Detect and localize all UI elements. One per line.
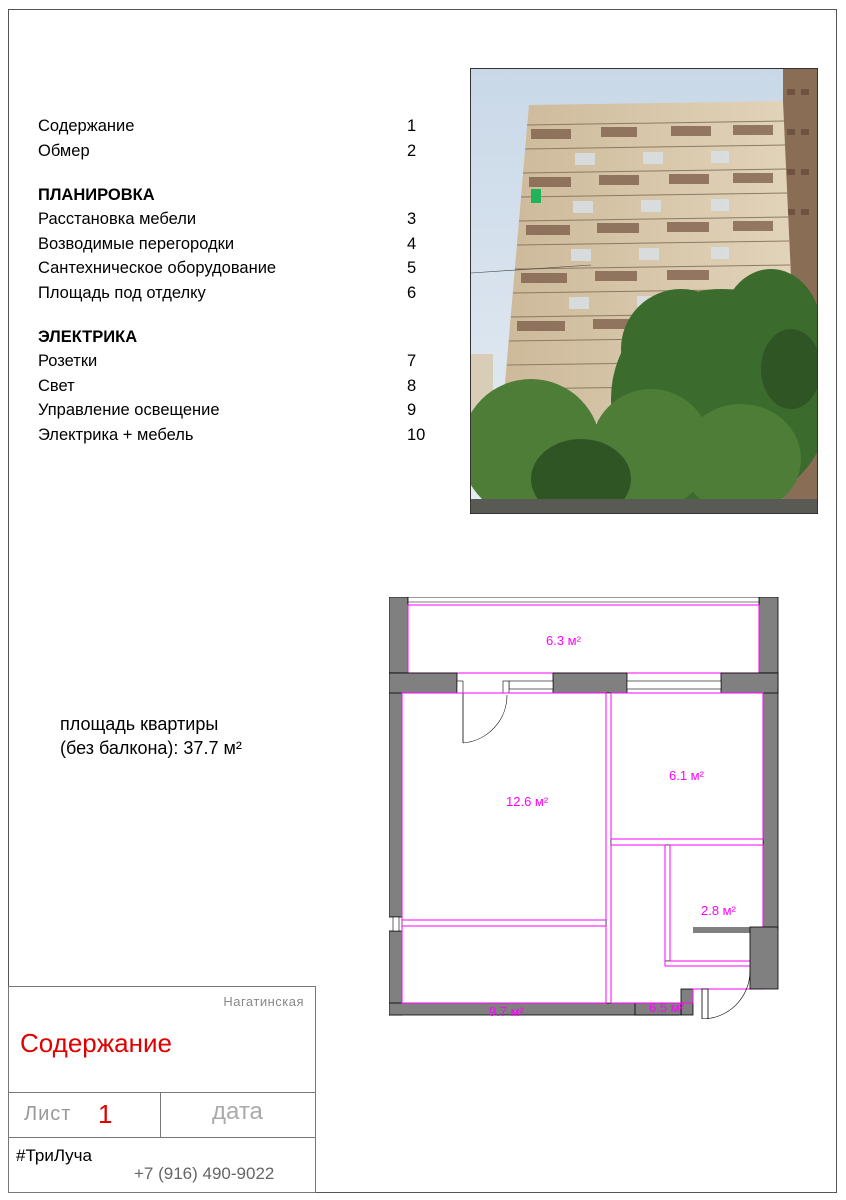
sheet-title: Содержание (20, 1028, 172, 1058)
balcony-wall-right (759, 597, 778, 673)
date-label: дата (212, 1098, 263, 1125)
wall-top-2 (553, 673, 627, 693)
window-left (393, 917, 399, 931)
balcony-outline (408, 597, 759, 673)
toc-item-label: Розетки (38, 352, 98, 370)
floor-plan (389, 597, 781, 1024)
toc-item-page: 8 (407, 376, 417, 395)
sheet-number: 1 (98, 1099, 113, 1129)
partition-kitchen-bottom (611, 839, 763, 845)
project-address: Нагатинская (223, 994, 304, 1009)
wall-right (763, 673, 778, 929)
toc-item[interactable] (38, 207, 438, 232)
toc-item[interactable] (38, 139, 438, 164)
wall-top-1 (389, 673, 457, 693)
toc-item-label: Сантехническое оборудование (38, 259, 277, 277)
toc-item-page: 2 (407, 141, 417, 160)
toc-item-page: 9 (407, 401, 417, 419)
window-top-1 (509, 681, 553, 689)
toc-item-label: Содержание (38, 117, 135, 135)
toc-item[interactable] (38, 256, 438, 281)
table-of-contents (38, 114, 438, 447)
area-caption-line2: (без балкона): 37.7 м² (60, 738, 242, 758)
room-outline-kitchen (611, 693, 763, 839)
window-top-2 (627, 681, 721, 689)
title-block (8, 986, 316, 1193)
apartment-area-caption (60, 712, 242, 760)
partition-vertical-main (606, 693, 611, 1003)
toc-item-label: Электрика + мебель (38, 425, 194, 444)
toc-section-heading: ЭЛЕКТРИКА (38, 328, 138, 346)
partition-bath-left (665, 845, 670, 961)
contact-phone[interactable]: +7 (916) 490-9022 (134, 1164, 275, 1183)
toc-item-label: Расстановка мебели (38, 210, 197, 228)
room-label-second: 9.7 м² (489, 1004, 524, 1019)
toc-item[interactable] (38, 232, 438, 257)
partition-bath-bottom (665, 961, 763, 966)
toc-item-label: Обмер (38, 141, 90, 160)
toc-item-page: 3 (407, 210, 417, 228)
wall-left-bottom (389, 931, 402, 1015)
toc-item-page: 4 (407, 234, 417, 253)
toc-item[interactable] (38, 423, 438, 448)
toc-item-page: 1 (407, 117, 417, 135)
room-outline-hall (611, 845, 763, 1003)
toc-item[interactable] (38, 281, 438, 306)
toc-item-page: 6 (407, 283, 417, 302)
room-outline-second (402, 926, 606, 1003)
toc-item-label: Управление освещение (38, 401, 220, 419)
toc-item[interactable] (38, 349, 438, 374)
room-label-main: 12.6 м² (506, 794, 549, 809)
building-photo (470, 68, 818, 514)
entrance-door-swing (702, 971, 750, 1019)
toc-item-page: 7 (407, 352, 417, 370)
toc-item-page: 10 (407, 425, 426, 444)
wall-top-3 (721, 673, 778, 693)
toc-item[interactable] (38, 398, 438, 423)
toc-item[interactable] (38, 374, 438, 399)
toc-item-label: Площадь под отделку (38, 283, 206, 302)
brand-tag: #ТриЛуча (16, 1146, 92, 1165)
toc-item[interactable] (38, 114, 438, 139)
toc-item-label: Свет (38, 376, 75, 395)
balcony-wall-left (389, 597, 408, 673)
sheet-label: Лист (24, 1103, 72, 1125)
wall-left (389, 673, 402, 917)
area-caption-line1: площадь квартиры (60, 714, 219, 734)
room-label-balcony: 6.3 м² (546, 633, 581, 648)
toc-item-label: Возводимые перегородки (38, 234, 235, 253)
room-outline-main (402, 693, 606, 920)
room-label-hall: 6.5 м² (649, 1000, 684, 1015)
toc-item-page: 5 (407, 259, 417, 277)
partition-room-split (402, 920, 606, 926)
toc-section-heading: ПЛАНИРОВКА (38, 186, 155, 204)
room-label-kitchen: 6.1 м² (669, 768, 704, 783)
room-label-bathroom: 2.8 м² (701, 903, 736, 918)
